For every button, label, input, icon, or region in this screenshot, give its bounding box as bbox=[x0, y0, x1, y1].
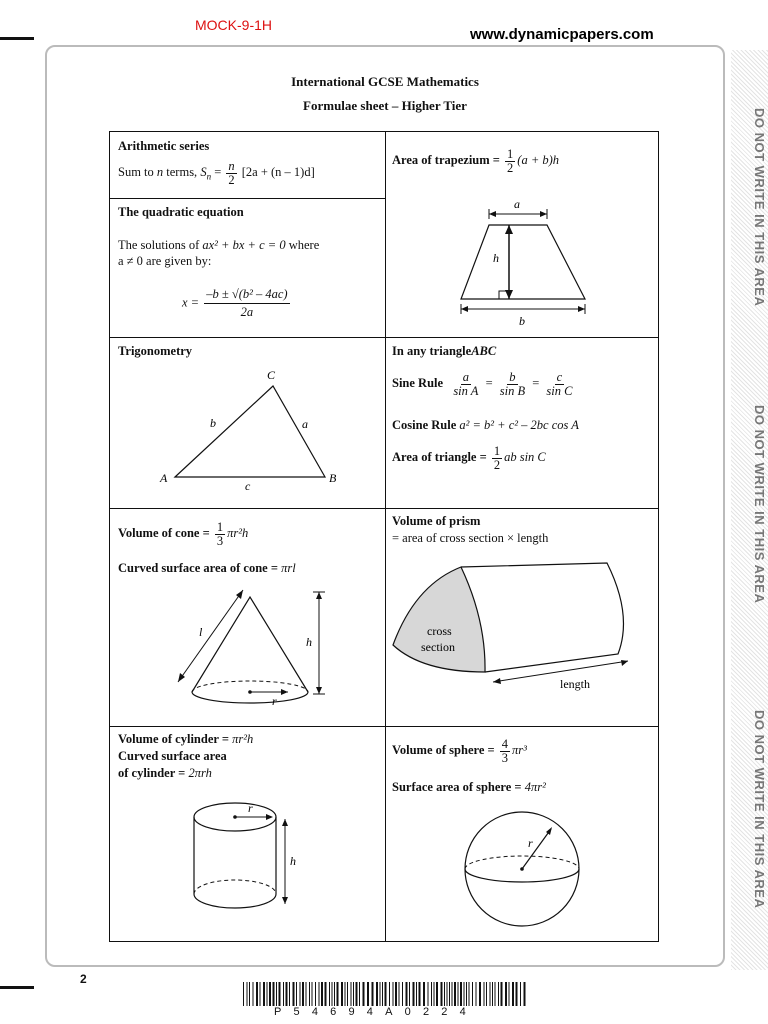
trapezium-label-b: b bbox=[519, 314, 525, 328]
vertex-A: A bbox=[160, 471, 168, 485]
row-divider bbox=[110, 337, 658, 338]
cone-label-h: h bbox=[306, 635, 312, 649]
row-divider bbox=[110, 198, 385, 199]
formulae-sheet bbox=[109, 131, 659, 942]
sphere-diagram bbox=[460, 807, 590, 937]
cylinder-label-r: r bbox=[248, 801, 253, 815]
side-b: b bbox=[210, 416, 216, 430]
quadratic-formula: x = $\frac{\text{–b ± √(b² – 4ac)}}{2a}$ bbox=[182, 287, 288, 319]
page-subtitle: Formulae sheet – Higher Tier bbox=[303, 98, 467, 113]
vertex-B: B bbox=[329, 471, 337, 485]
cone-label-l: l bbox=[199, 625, 203, 639]
cone-label-r: r bbox=[272, 694, 277, 708]
trapezium-diagram bbox=[450, 194, 600, 332]
cone-volume: Volume of cone = $\frac{1}{3}$ πr²h bbox=[118, 519, 249, 548]
quadratic-line2: a ≠ 0 are given by: bbox=[118, 254, 212, 268]
sphere-label-r: r bbox=[528, 836, 533, 850]
trapezium-formula: Area of trapezium = $\frac{1}{2}$ (a + b)h bbox=[392, 146, 560, 175]
row-divider bbox=[110, 726, 658, 727]
row-divider bbox=[110, 508, 658, 509]
mock-code: MOCK-9-1H bbox=[195, 17, 273, 33]
warning-text-3: DO NOT WRITE IN THIS AREA bbox=[752, 710, 767, 909]
triangle-heading: In any triangleABC bbox=[392, 344, 497, 358]
column-divider bbox=[385, 132, 386, 941]
margin-mark-top bbox=[0, 37, 34, 40]
prism-volume-formula: = area of cross section × length bbox=[392, 531, 549, 545]
arithmetic-formula: Sum to n terms, $S_n$ = $\frac{n}{2}$ [2a + (n – 1)d] bbox=[118, 158, 315, 187]
page-title: International GCSE Mathematics bbox=[291, 74, 479, 89]
cross-section-line2: section bbox=[421, 640, 455, 654]
quadratic-heading: The quadratic equation bbox=[118, 205, 244, 219]
arithmetic-heading: Arithmetic series bbox=[118, 139, 210, 153]
cylinder-diagram bbox=[185, 792, 325, 937]
quadratic-line1: The solutions of ax² + bx + c = 0 where bbox=[118, 238, 320, 252]
page-number: 2 bbox=[80, 972, 87, 986]
sine-rule: Sine Rule $\frac{a}{\text{sin A}}$ = $\frac{b}{\text{sin B}}$ = $\frac{c}{\text{sin C}}$ bbox=[392, 369, 573, 398]
barcode bbox=[243, 982, 528, 1006]
warning-text-1: DO NOT WRITE IN THIS AREA bbox=[752, 108, 767, 307]
cylinder-label-h: h bbox=[290, 854, 296, 868]
cone-surface-area: Curved surface area of cone = πrl bbox=[118, 561, 296, 575]
triangle-area: Area of triangle = $\frac{1}{2}$ ab sin C bbox=[392, 443, 546, 472]
trapezium-label-h: h bbox=[493, 251, 499, 265]
sphere-surface-area: Surface area of sphere = 4πr² bbox=[392, 780, 546, 794]
cross-section-line1: cross bbox=[427, 624, 452, 638]
side-a: a bbox=[302, 417, 308, 431]
trigonometry-heading: Trigonometry bbox=[118, 344, 193, 358]
vertex-C: C bbox=[267, 368, 276, 382]
website-url[interactable]: www.dynamicpapers.com bbox=[470, 26, 654, 43]
cosine-rule: Cosine Rule a² = b² + c² – 2bc cos A bbox=[392, 418, 579, 432]
side-c: c bbox=[245, 479, 251, 492]
trapezium-label-a: a bbox=[514, 197, 520, 211]
prism-diagram bbox=[390, 560, 655, 695]
warning-text-2: DO NOT WRITE IN THIS AREA bbox=[752, 405, 767, 604]
cylinder-csa-line1: Curved surface area bbox=[118, 749, 227, 763]
cylinder-volume: Volume of cylinder = πr²h bbox=[118, 732, 254, 746]
margin-mark-bottom bbox=[0, 986, 34, 989]
triangle-diagram bbox=[150, 364, 350, 492]
cone-diagram bbox=[170, 582, 340, 717]
cylinder-csa-line2: of cylinder = 2πrh bbox=[118, 766, 212, 780]
margin-warning-strip bbox=[731, 50, 768, 970]
sphere-volume: Volume of sphere = $\frac{4}{3}$ πr³ bbox=[392, 736, 527, 765]
barcode-text: P54694A0224 bbox=[274, 1006, 478, 1018]
prism-length-label: length bbox=[560, 677, 590, 691]
prism-volume-label: Volume of prism bbox=[392, 514, 481, 528]
